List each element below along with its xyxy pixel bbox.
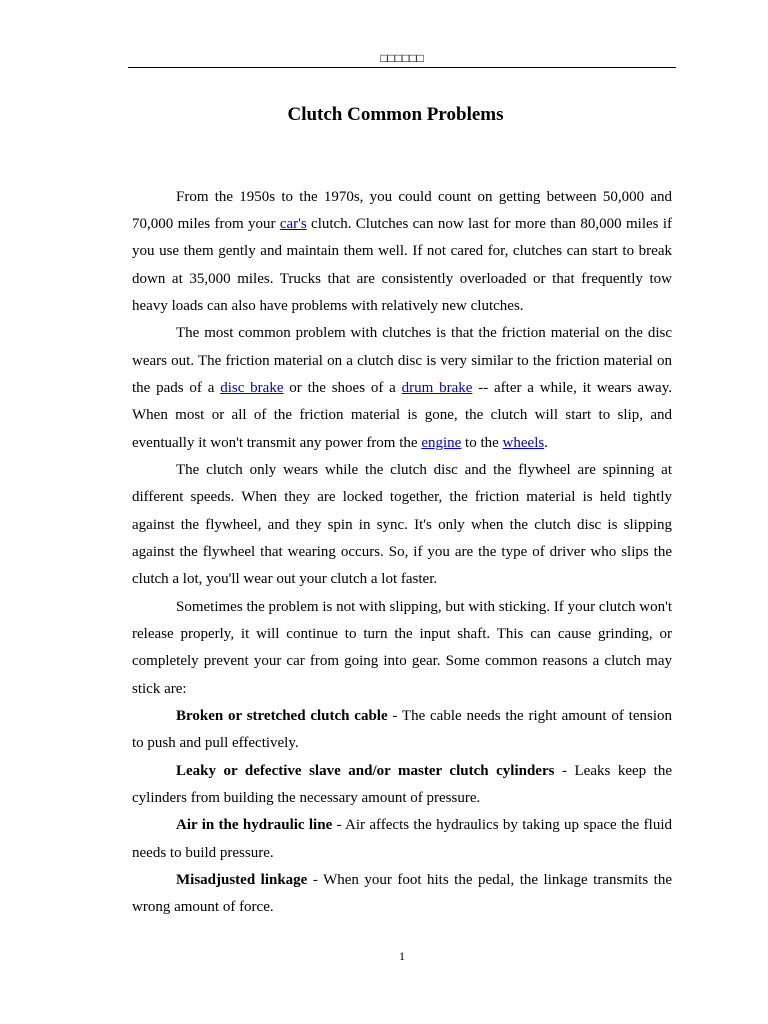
- paragraph-4: Sometimes the problem is not with slipping, but with sticking. If your clutch won't release properly, it will continue to turn the input shaft. This can cause grinding, or completely prevent your car from going into gear. Some common reasons a clutch may stick are:: [132, 598, 672, 697]
- link-wheels[interactable]: wheels: [502, 434, 545, 451]
- paragraph-5: [132, 703, 672, 758]
- link-engine[interactable]: engine: [421, 434, 462, 451]
- document-body: [132, 184, 672, 922]
- page-header: □□□□□□: [128, 50, 676, 68]
- page-number: 1: [399, 949, 405, 963]
- bullet-text: - Air affects the hydraulics by taking up space the fluid needs to build pressure.: [132, 817, 672, 861]
- paragraph-6: [132, 758, 672, 813]
- document-title: Clutch Common Problems: [287, 104, 504, 125]
- paragraph-text: or the shoes of a: [283, 379, 402, 396]
- paragraph-text: clutch. Clutches can now last for more than 80,000 miles if you use them gently and maintain them well. If not cared for, clutches can start to break down at 35,000 miles. Trucks that are consistently overloaded or that frequently tow heavy loads can also have problems with relatively new clutches.: [132, 215, 673, 314]
- paragraph-7: [132, 812, 672, 867]
- bullet-text: - Leaks keep the cylinders from building the necessary amount of pressure.: [132, 762, 672, 807]
- paragraph-text: -- after a while, it wears away. When most or all of the friction material is gone, the clutch will start to slip, and eventually it won't transmit any power from the: [132, 379, 672, 451]
- bullet-heading: Leaky or defective slave and/or master clutch cylinders: [176, 762, 555, 779]
- bullet-text: - The cable needs the right amount of tension to push and pull effectively.: [132, 708, 672, 752]
- paragraph-8: [132, 867, 672, 922]
- paragraph-1: [132, 184, 672, 321]
- bullet-heading: Air in the hydraulic line: [176, 817, 333, 834]
- bullet-heading: Misadjusted linkage: [176, 872, 308, 889]
- paragraph-text: From the 1950s to the 1970s, you could count on getting between 50,000 and 70,000 miles from your: [132, 188, 672, 232]
- paragraph-3: The clutch only wears while the clutch disc and the flywheel are spinning at different speeds. When they are locked together, the friction material is held tightly against the flywheel, and they spin in sync. It's only when the clutch disc is slipping against the flywheel that wearing occurs. So, if you are the type of driver who slips the clutch a lot, you'll wear out your clutch a lot faster.: [132, 461, 672, 588]
- bullet-text: - When your foot hits the pedal, the linkage transmits the wrong amount of force.: [132, 872, 672, 916]
- paragraph-text: .: [544, 434, 548, 451]
- paragraph-text: The most common problem with clutches is that the friction material on the disc wears out. The friction material on a clutch disc is very similar to the friction material on the pads of a: [132, 325, 672, 396]
- link-disc-brake[interactable]: disc brake: [220, 379, 284, 396]
- paragraph-2: [132, 320, 672, 457]
- link-drum-brake[interactable]: drum brake: [401, 379, 473, 396]
- link-cars[interactable]: car's: [279, 215, 307, 232]
- paragraph-text: to the: [461, 434, 503, 451]
- bullet-heading: Broken or stretched clutch cable: [176, 708, 388, 725]
